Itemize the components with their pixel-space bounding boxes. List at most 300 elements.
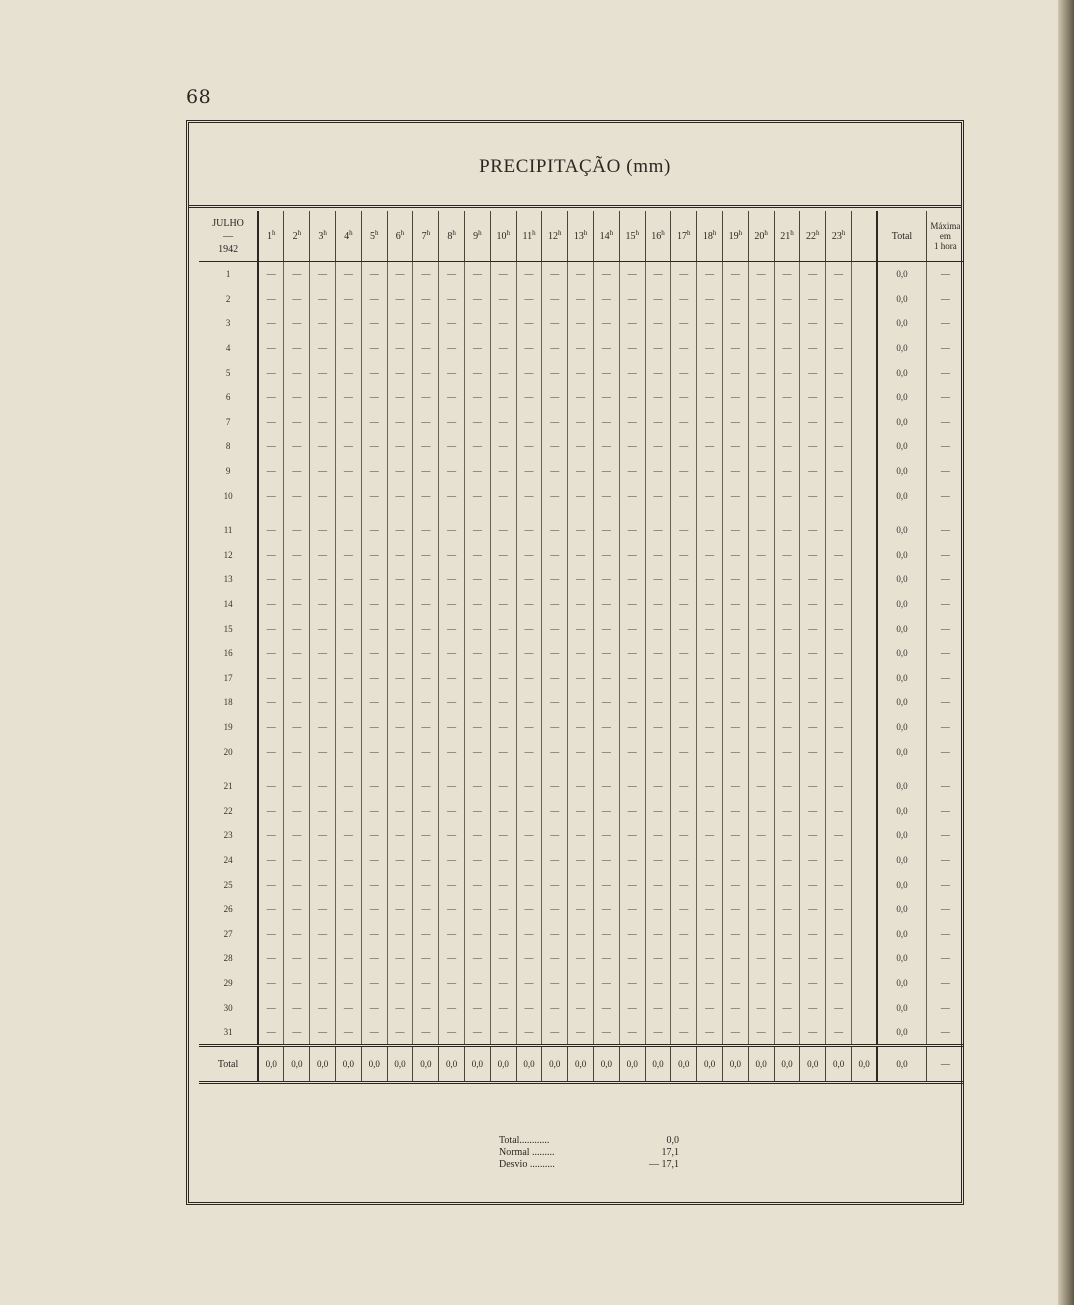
- hourly-cell: —: [542, 518, 568, 543]
- hourly-cell: —: [284, 848, 310, 873]
- hourly-cell: —: [748, 287, 774, 312]
- hour-number: 8: [447, 230, 453, 242]
- day-total: 0,0: [877, 848, 926, 873]
- hourly-cell: —: [774, 567, 800, 592]
- hourly-cell: —: [697, 592, 723, 617]
- hourly-cell: —: [568, 774, 594, 799]
- hourly-cell: —: [258, 262, 284, 287]
- gap-cell: [413, 508, 439, 518]
- day-number: 14: [199, 592, 258, 617]
- hourly-cell: [851, 543, 877, 568]
- hourly-cell: —: [258, 360, 284, 385]
- hour-header-11: [516, 211, 542, 262]
- hourly-cell: —: [310, 336, 336, 361]
- hourly-cell: —: [258, 739, 284, 764]
- gap-cell: [284, 764, 310, 774]
- hourly-cell: —: [594, 971, 620, 996]
- hour-number: 1: [267, 230, 273, 242]
- day-max: —: [940, 953, 950, 964]
- hourly-cell: —: [490, 774, 516, 799]
- hourly-cell: —: [722, 897, 748, 922]
- hourly-cell: —: [516, 287, 542, 312]
- hourly-cell: —: [413, 518, 439, 543]
- day-number: 12: [199, 543, 258, 568]
- hourly-cell: —: [439, 567, 465, 592]
- hourly-cell: —: [258, 774, 284, 799]
- hourly-cell: —: [619, 872, 645, 897]
- hourly-cell: —: [594, 459, 620, 484]
- hourly-cell: —: [748, 1020, 774, 1046]
- hourly-cell: —: [465, 567, 491, 592]
- day-total: 0,0: [877, 311, 926, 336]
- hour-suffix: h: [532, 228, 536, 237]
- day-number: 16: [199, 641, 258, 666]
- hourly-cell: —: [826, 971, 852, 996]
- hourly-cell: —: [568, 567, 594, 592]
- hourly-cell: —: [800, 567, 826, 592]
- hourly-cell: —: [361, 995, 387, 1020]
- hourly-cell: —: [336, 287, 362, 312]
- hourly-cell: —: [310, 641, 336, 666]
- hourly-cell: —: [516, 385, 542, 410]
- hourly-cell: —: [568, 823, 594, 848]
- hourly-cell: —: [826, 262, 852, 287]
- hour-suffix: h: [349, 228, 353, 237]
- hourly-cell: —: [336, 483, 362, 508]
- hourly-cell: —: [542, 715, 568, 740]
- hourly-cell: —: [619, 897, 645, 922]
- hourly-cell: —: [490, 592, 516, 617]
- hour-suffix: h: [478, 228, 482, 237]
- hourly-cell: —: [310, 946, 336, 971]
- hourly-cell: —: [542, 385, 568, 410]
- hourly-cell: —: [542, 287, 568, 312]
- hourly-total: 0,0: [284, 1046, 310, 1083]
- hourly-cell: —: [310, 1020, 336, 1046]
- hourly-cell: —: [542, 1020, 568, 1046]
- gap-cell: [774, 508, 800, 518]
- hourly-cell: —: [826, 1020, 852, 1046]
- hourly-cell: —: [748, 434, 774, 459]
- hourly-cell: —: [722, 434, 748, 459]
- hourly-cell: —: [516, 946, 542, 971]
- hourly-cell: —: [258, 690, 284, 715]
- hourly-cell: —: [284, 1020, 310, 1046]
- day-max: —: [940, 904, 950, 915]
- hourly-cell: —: [465, 410, 491, 435]
- hourly-cell: —: [310, 897, 336, 922]
- hourly-cell: —: [748, 262, 774, 287]
- day-total: 0,0: [877, 666, 926, 691]
- hourly-cell: —: [594, 921, 620, 946]
- table-row: [199, 690, 964, 715]
- hourly-cell: —: [619, 666, 645, 691]
- hourly-cell: —: [258, 823, 284, 848]
- hourly-cell: —: [671, 739, 697, 764]
- hourly-cell: —: [465, 360, 491, 385]
- hourly-total: 0,0: [516, 1046, 542, 1083]
- year-label: 1942: [218, 243, 239, 255]
- hourly-cell: —: [387, 518, 413, 543]
- max-header-line: Máxima: [930, 221, 961, 231]
- max-header-line: em: [939, 231, 951, 241]
- hourly-cell: —: [568, 287, 594, 312]
- hourly-cell: —: [387, 385, 413, 410]
- day-number: 28: [199, 946, 258, 971]
- hourly-cell: —: [645, 641, 671, 666]
- hourly-cell: —: [465, 872, 491, 897]
- hourly-cell: —: [387, 798, 413, 823]
- hourly-cell: —: [568, 1020, 594, 1046]
- day-number: 25: [199, 872, 258, 897]
- hourly-cell: —: [413, 666, 439, 691]
- hourly-cell: —: [800, 995, 826, 1020]
- hourly-cell: —: [774, 641, 800, 666]
- hourly-total: 0,0: [336, 1046, 362, 1083]
- hourly-cell: —: [568, 311, 594, 336]
- hourly-total: 0,0: [800, 1046, 826, 1083]
- hourly-cell: —: [516, 971, 542, 996]
- hourly-cell: —: [258, 483, 284, 508]
- hourly-cell: [851, 848, 877, 873]
- gap-cell: [722, 764, 748, 774]
- hourly-cell: —: [748, 410, 774, 435]
- hour-header-19: [722, 211, 748, 262]
- hourly-cell: —: [826, 666, 852, 691]
- gap-cell: [926, 508, 964, 518]
- hour-suffix: h: [816, 228, 820, 237]
- hourly-cell: —: [387, 483, 413, 508]
- hourly-cell: —: [439, 823, 465, 848]
- hour-number: 4: [344, 230, 350, 242]
- hourly-cell: —: [361, 774, 387, 799]
- hourly-cell: —: [774, 897, 800, 922]
- hourly-cell: —: [671, 311, 697, 336]
- hourly-cell: —: [800, 848, 826, 873]
- hourly-cell: —: [542, 872, 568, 897]
- row-gap: [199, 764, 964, 774]
- hourly-cell: —: [413, 995, 439, 1020]
- hourly-cell: —: [516, 798, 542, 823]
- hour-header-15: [619, 211, 645, 262]
- hourly-cell: —: [619, 592, 645, 617]
- hourly-cell: —: [826, 946, 852, 971]
- hourly-cell: —: [516, 336, 542, 361]
- day-number: 18: [199, 690, 258, 715]
- day-total: 0,0: [877, 543, 926, 568]
- summary-block: [499, 1135, 679, 1171]
- gap-cell: [465, 508, 491, 518]
- hour-suffix: h: [426, 228, 431, 237]
- hourly-cell: —: [594, 823, 620, 848]
- hourly-cell: —: [619, 336, 645, 361]
- gap-cell: [568, 764, 594, 774]
- hourly-cell: [851, 921, 877, 946]
- hourly-cell: —: [542, 946, 568, 971]
- hourly-cell: —: [619, 518, 645, 543]
- gap-cell: [413, 764, 439, 774]
- hourly-cell: —: [361, 543, 387, 568]
- summary-deviation-value: — 17,1: [649, 1159, 679, 1170]
- hourly-cell: [851, 666, 877, 691]
- hourly-cell: —: [826, 543, 852, 568]
- gap-cell: [516, 508, 542, 518]
- hourly-cell: —: [465, 739, 491, 764]
- hour-suffix: h: [374, 228, 379, 237]
- hourly-cell: —: [413, 543, 439, 568]
- table-row: [199, 336, 964, 361]
- day-total: 0,0: [877, 995, 926, 1020]
- hourly-cell: —: [336, 518, 362, 543]
- hourly-cell: —: [645, 823, 671, 848]
- hourly-cell: —: [516, 616, 542, 641]
- month-dash: —: [223, 230, 234, 242]
- hourly-cell: —: [336, 641, 362, 666]
- hourly-cell: —: [826, 385, 852, 410]
- hourly-cell: —: [490, 262, 516, 287]
- day-total: 0,0: [877, 518, 926, 543]
- hourly-cell: —: [516, 543, 542, 568]
- hourly-cell: —: [490, 946, 516, 971]
- table-row: [199, 543, 964, 568]
- hourly-cell: —: [774, 434, 800, 459]
- hourly-cell: —: [258, 311, 284, 336]
- hourly-cell: —: [671, 592, 697, 617]
- hourly-cell: —: [387, 995, 413, 1020]
- hourly-cell: —: [671, 459, 697, 484]
- hour-header-24: [851, 211, 877, 262]
- hourly-cell: [851, 518, 877, 543]
- hour-suffix: h: [452, 228, 456, 237]
- gap-cell: [697, 508, 723, 518]
- table-row: [199, 287, 964, 312]
- hourly-cell: —: [774, 287, 800, 312]
- hourly-cell: —: [516, 459, 542, 484]
- hourly-cell: —: [826, 872, 852, 897]
- table-row: [199, 641, 964, 666]
- day-max: —: [940, 721, 950, 732]
- hourly-cell: —: [826, 995, 852, 1020]
- hourly-cell: —: [645, 690, 671, 715]
- day-total: 0,0: [877, 872, 926, 897]
- day-number: 20: [199, 739, 258, 764]
- hourly-cell: —: [594, 897, 620, 922]
- hourly-cell: —: [490, 739, 516, 764]
- hourly-cell: —: [516, 921, 542, 946]
- hourly-cell: —: [542, 971, 568, 996]
- hourly-cell: —: [439, 715, 465, 740]
- hourly-cell: —: [413, 715, 439, 740]
- hourly-cell: —: [774, 872, 800, 897]
- day-number: 2: [199, 287, 258, 312]
- hourly-total: 0,0: [619, 1046, 645, 1083]
- hourly-cell: —: [722, 543, 748, 568]
- hourly-cell: —: [284, 715, 310, 740]
- hour-number: 3: [318, 230, 324, 242]
- hourly-cell: —: [826, 592, 852, 617]
- hourly-cell: —: [258, 946, 284, 971]
- hourly-cell: —: [748, 897, 774, 922]
- hourly-cell: —: [284, 666, 310, 691]
- table-row: [199, 410, 964, 435]
- hourly-cell: —: [439, 616, 465, 641]
- hourly-cell: —: [774, 995, 800, 1020]
- hourly-cell: [851, 872, 877, 897]
- hourly-cell: —: [310, 518, 336, 543]
- day-max: —: [940, 269, 950, 280]
- hourly-cell: —: [697, 739, 723, 764]
- hourly-cell: —: [258, 434, 284, 459]
- table-row: [199, 1020, 964, 1046]
- hourly-cell: —: [361, 739, 387, 764]
- precipitation-table: [199, 211, 964, 1084]
- hourly-cell: —: [774, 483, 800, 508]
- hourly-cell: —: [826, 823, 852, 848]
- hourly-cell: —: [336, 823, 362, 848]
- hourly-cell: —: [800, 543, 826, 568]
- hourly-cell: —: [284, 798, 310, 823]
- gap-cell: [490, 508, 516, 518]
- hourly-cell: —: [387, 823, 413, 848]
- hourly-cell: —: [774, 360, 800, 385]
- hourly-cell: —: [284, 897, 310, 922]
- day-max: —: [940, 805, 950, 816]
- day-number: 17: [199, 666, 258, 691]
- hourly-cell: —: [361, 311, 387, 336]
- hourly-cell: —: [439, 690, 465, 715]
- hourly-cell: —: [800, 360, 826, 385]
- hourly-cell: [851, 715, 877, 740]
- hourly-cell: —: [568, 872, 594, 897]
- day-number: 4: [199, 336, 258, 361]
- hourly-cell: —: [748, 518, 774, 543]
- day-total: 0,0: [877, 774, 926, 799]
- hourly-cell: —: [413, 262, 439, 287]
- hourly-cell: —: [568, 971, 594, 996]
- day-max: —: [940, 367, 950, 378]
- hour-suffix: h: [712, 228, 717, 237]
- hourly-cell: —: [594, 567, 620, 592]
- hourly-cell: —: [671, 715, 697, 740]
- hourly-cell: —: [439, 897, 465, 922]
- hourly-cell: —: [748, 739, 774, 764]
- gap-cell: [542, 508, 568, 518]
- hourly-cell: —: [671, 897, 697, 922]
- hourly-cell: —: [645, 385, 671, 410]
- hourly-cell: —: [645, 567, 671, 592]
- hourly-cell: —: [336, 848, 362, 873]
- day-total: 0,0: [877, 360, 926, 385]
- hourly-cell: —: [748, 592, 774, 617]
- hourly-cell: —: [258, 666, 284, 691]
- day-total: 0,0: [877, 616, 926, 641]
- table-row: [199, 262, 964, 287]
- hourly-cell: —: [748, 774, 774, 799]
- hourly-cell: —: [465, 518, 491, 543]
- hourly-cell: —: [542, 360, 568, 385]
- table-row: [199, 483, 964, 508]
- hourly-cell: —: [800, 897, 826, 922]
- day-number: 30: [199, 995, 258, 1020]
- hourly-total: 0,0: [439, 1046, 465, 1083]
- hourly-cell: —: [800, 459, 826, 484]
- hourly-cell: —: [361, 690, 387, 715]
- hourly-cell: —: [490, 798, 516, 823]
- hourly-cell: —: [619, 641, 645, 666]
- day-max: —: [940, 746, 950, 757]
- hourly-cell: —: [619, 848, 645, 873]
- gap-cell: [568, 508, 594, 518]
- gap-cell: [594, 764, 620, 774]
- hourly-cell: —: [387, 434, 413, 459]
- hourly-cell: —: [748, 995, 774, 1020]
- hourly-cell: —: [645, 774, 671, 799]
- hourly-cell: —: [361, 567, 387, 592]
- hourly-cell: —: [439, 921, 465, 946]
- table-row: [199, 459, 964, 484]
- hourly-cell: —: [439, 360, 465, 385]
- hourly-cell: —: [697, 311, 723, 336]
- hourly-cell: —: [387, 921, 413, 946]
- hourly-cell: —: [516, 311, 542, 336]
- day-max: —: [940, 525, 950, 536]
- hourly-cell: —: [542, 459, 568, 484]
- hourly-cell: —: [568, 995, 594, 1020]
- hourly-cell: —: [310, 434, 336, 459]
- hour-header-23: [826, 211, 852, 262]
- hourly-cell: —: [439, 336, 465, 361]
- hourly-cell: —: [310, 921, 336, 946]
- gap-cell: [877, 508, 926, 518]
- hourly-cell: —: [439, 459, 465, 484]
- hourly-cell: —: [722, 872, 748, 897]
- gap-cell: [361, 764, 387, 774]
- hourly-cell: —: [722, 311, 748, 336]
- hour-suffix: h: [738, 228, 743, 237]
- hourly-cell: —: [310, 592, 336, 617]
- hourly-cell: —: [722, 262, 748, 287]
- hourly-cell: —: [671, 823, 697, 848]
- day-max: —: [940, 293, 950, 304]
- hourly-cell: —: [594, 385, 620, 410]
- hourly-cell: —: [568, 897, 594, 922]
- table-row: [199, 739, 964, 764]
- hourly-cell: —: [542, 739, 568, 764]
- gap-cell: [258, 508, 284, 518]
- hourly-cell: —: [516, 666, 542, 691]
- hourly-cell: —: [774, 971, 800, 996]
- hourly-cell: —: [697, 798, 723, 823]
- hourly-cell: —: [800, 1020, 826, 1046]
- hourly-cell: —: [490, 385, 516, 410]
- month-label: JULHO: [212, 217, 244, 229]
- hourly-cell: —: [516, 567, 542, 592]
- hourly-cell: —: [826, 311, 852, 336]
- hourly-cell: —: [697, 715, 723, 740]
- hourly-cell: —: [361, 483, 387, 508]
- hourly-cell: —: [439, 262, 465, 287]
- hourly-cell: —: [490, 360, 516, 385]
- hourly-cell: —: [594, 848, 620, 873]
- hourly-cell: —: [748, 823, 774, 848]
- hourly-cell: —: [568, 848, 594, 873]
- day-total: 0,0: [877, 1020, 926, 1046]
- table-row: [199, 897, 964, 922]
- gap-cell: [645, 508, 671, 518]
- hourly-cell: —: [619, 311, 645, 336]
- hourly-cell: —: [619, 459, 645, 484]
- table-row: [199, 823, 964, 848]
